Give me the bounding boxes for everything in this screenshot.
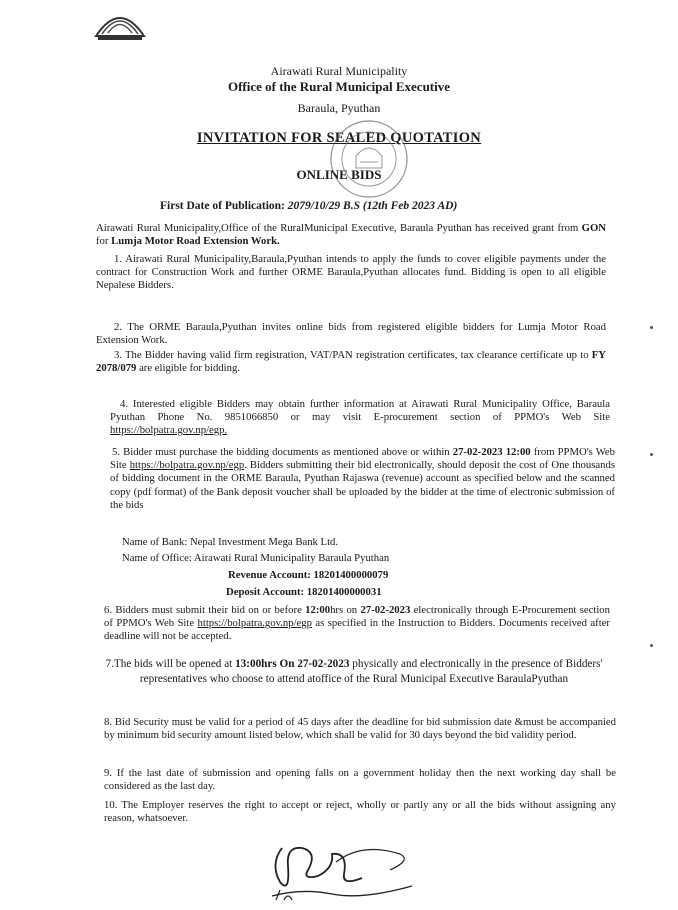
margin-mark bbox=[650, 326, 653, 329]
publication-label: First Date of Publication: bbox=[160, 200, 285, 212]
office-address: Baraula, Pyuthan bbox=[297, 101, 381, 115]
office-name: Office of the Rural Municipal Executive bbox=[227, 79, 451, 94]
notice-subtitle: ONLINE BIDS bbox=[296, 167, 382, 182]
office-stamp-icon bbox=[326, 116, 412, 202]
item-7-text-2: physically and electronically in the presence of Bidders' representatives who choose to attend atoffice of the Rural Municipal Executive BaraulaPyuthan bbox=[139, 658, 603, 685]
item-6-text-4: as specified in the Instruction to Bidders. Documents received after deadline will not be accepted. bbox=[104, 617, 610, 643]
item-7-time: 13:00hrs On 27-02-2023 bbox=[235, 658, 350, 670]
item-5 bbox=[110, 446, 615, 512]
item-6-time: 12:00 bbox=[305, 604, 331, 616]
signature-icon bbox=[262, 836, 432, 908]
intro-funder: GON bbox=[581, 222, 606, 234]
item-6-text-3: electronically through E-Procurement section of PPMO's Web Site bbox=[104, 604, 610, 630]
item-9: 9. If the last date of submission and opening falls on a government holiday then the next working day shall be considered as the last day. bbox=[104, 767, 616, 793]
egp-link-2[interactable]: https://bolpatra.gov.np/egp bbox=[129, 459, 245, 472]
item-6-date: 27-02-2023 bbox=[360, 604, 411, 616]
notice-title: INVITATION FOR SEALED QUOTATION bbox=[196, 130, 482, 146]
egp-link[interactable]: https://bolpatra.gov.np/egp. bbox=[110, 424, 228, 437]
intro-paragraph bbox=[96, 222, 606, 248]
revenue-account: Revenue Account: 18201400000079 bbox=[228, 569, 389, 581]
item-2: 2. The ORME Baraula,Pyuthan invites online bids from registered eligible bidders for Lumja Motor Road Extension Work. bbox=[96, 321, 606, 347]
intro-text-2: for bbox=[96, 235, 112, 248]
item-5-text-3: . Bidders submitting their bid electronically, should deposit the cost of One thousands of bidding document in the ORME Baraula, Pyuthan Rajaswa (revenue) account as specified below and the scanned copy (pdf format) of the Bank deposit voucher shall be uploaded by the bidder at the time of electronic submission of the bids bbox=[110, 459, 615, 511]
bank-name: Name of Bank: Nepal Investment Mega Bank Ltd. bbox=[122, 536, 339, 548]
margin-mark bbox=[650, 453, 653, 456]
item-4-text: 4. Interested eligible Bidders may obtain further information at Airawati Rural Municipality Office, Baraula Pyuthan Phone No. 9851066850 or may visit E-procurement section of PPMO's Web Site bbox=[110, 398, 610, 424]
item-8: 8. Bid Security must be valid for a period of 45 days after the deadline for bid submission date &must be accompanied by minimum bid security amount listed below, which shall be valid for 30 days beyond the bid validity period. bbox=[104, 716, 616, 742]
item-6-text: 6. Bidders must submit their bid on or before bbox=[104, 604, 306, 616]
item-6 bbox=[104, 604, 610, 644]
government-emblem-icon bbox=[92, 6, 148, 44]
item-3-fiscal-year: FY 2078/079 bbox=[96, 349, 606, 375]
item-7-text: 7.The bids will be opened at bbox=[105, 658, 236, 670]
item-3-end: are eligible for bidding. bbox=[136, 362, 240, 375]
municipality-name: Airawati Rural Municipality bbox=[270, 64, 408, 78]
office-name-line: Name of Office: Airawati Rural Municipality Baraula Pyuthan bbox=[122, 552, 390, 564]
item-3-text: 3. The Bidder having valid firm registration, VAT/PAN registration certificates, tax clearance certificate up to bbox=[114, 349, 592, 361]
item-3 bbox=[96, 349, 606, 375]
intro-project: Lumja Motor Road Extension Work. bbox=[111, 235, 280, 248]
egp-link-3[interactable]: https://bolpatra.gov.np/egp bbox=[197, 617, 312, 630]
item-7 bbox=[90, 657, 618, 686]
item-1: 1. Airawati Rural Municipality,Baraula,Pyuthan intends to apply the funds to cover eligible payments under the contract for Construction Work and further ORME Baraula,Pyuthan allocates fund. Bidding is open to all eligible Nepalese Bidders. bbox=[96, 253, 606, 292]
margin-mark bbox=[650, 644, 653, 647]
item-4 bbox=[110, 398, 610, 438]
item-10: 10. The Employer reserves the right to accept or reject, wholly or partly any or all the bids without assigning any reason, whatsoever. bbox=[104, 799, 616, 825]
deposit-account: Deposit Account: 18201400000031 bbox=[226, 586, 382, 598]
item-6-text-2: hrs on bbox=[330, 604, 361, 616]
intro-text: Airawati Rural Municipality,Office of the RuralMunicipal Executive, Baraula Pyuthan has received grant from bbox=[96, 222, 582, 234]
publication-value: 2079/10/29 B.S (12th Feb 2023 AD) bbox=[287, 200, 458, 212]
item-5-deadline: 27-02-2023 12:00 bbox=[452, 446, 531, 458]
item-5-text: 5. Bidder must purchase the bidding documents as mentioned above or within bbox=[112, 446, 453, 458]
item-5-text-2: from PPMO's Web Site bbox=[110, 446, 616, 472]
